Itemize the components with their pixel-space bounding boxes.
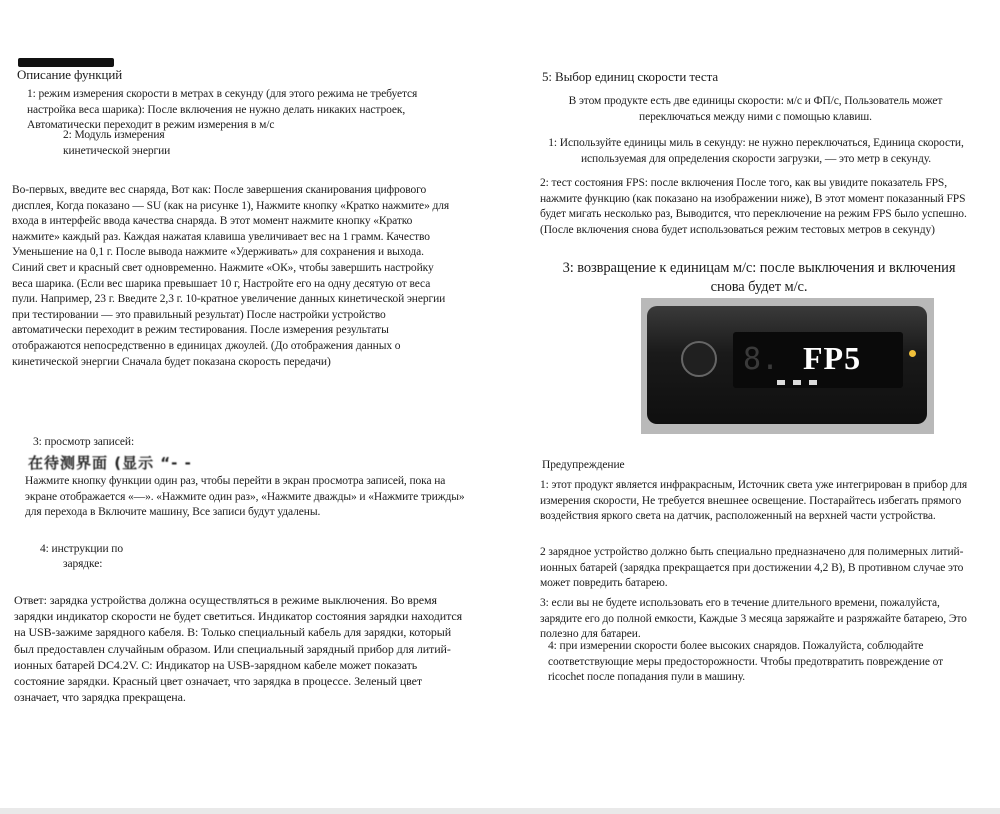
item-4-line1: 4: инструкции по xyxy=(40,543,123,555)
functions-title: Описание функций xyxy=(17,67,123,82)
device-fps-readout: FP5 xyxy=(803,340,862,376)
units-point-2: 2: тест состояния FPS: после включения После того, как вы увидите показатель FPS, нажмите функцию (как показано на изображении ниже), В этот момент показанный FPS будет мигать несколько раз, Выводится, что переключение на режим FPS было успешно. (После включения снова будет использоваться режим тестовых метров в секунду) xyxy=(540,177,967,236)
warning-3: 3: если вы не будете использовать его в течение длительного времени, пожалуйста, зарядите его до полной емкости, Каждые 3 месяца заряжайте и разряжайте батарею, Это полезно для батареи. xyxy=(540,597,967,641)
device-segment-digit: 8. xyxy=(743,342,780,377)
device-led-icon xyxy=(909,350,916,357)
item-4-line2: зарядке: xyxy=(63,558,103,570)
redaction-bar xyxy=(18,58,114,67)
device-body xyxy=(647,306,927,424)
warning-1: 1: этот продукт является инфракрасным, Источник света уже интегрирован в прибор для измерения скорости, Не требуется внешнее освещение. Постарайтесь избегать прямого воздействия яркого света на датчик, расположенный на верхней части устройства. xyxy=(540,479,968,523)
page-bottom-edge xyxy=(0,808,1000,814)
item-3-title: 3: просмотр записей: xyxy=(33,436,135,448)
device-photo xyxy=(641,298,934,434)
item-2-line2: кинетической энергии xyxy=(63,145,171,157)
device-indicator-dots xyxy=(777,372,837,378)
units-point-3-line1: 3: возвращение к единицам м/с: после выключения и включения xyxy=(562,260,956,276)
units-intro: В этом продукте есть две единицы скорости: м/с и ФП/с, Пользователь может переключаться между ними с помощью клавиш. xyxy=(568,95,943,123)
warning-4: 4: при измерении скорости более высоких снарядов. Пожалуйста, соблюдайте соответствующие меры предосторожности. Чтобы предотвратить повреждение от ricochet после попадания пули в машину. xyxy=(548,640,944,684)
warning-title: Предупреждение xyxy=(542,459,625,471)
item-2-line1: 2: Модуль измерения xyxy=(63,129,165,141)
device-function-button-icon xyxy=(681,341,717,377)
device-screen xyxy=(733,332,903,388)
charging-paragraph: Ответ: зарядка устройства должна осуществляться в режиме выключения. Во время зарядки индикатор скорости не будет светиться. Индикатор состояния зарядки находится на USB-зажиме зарядного кабеля. B: Только специальный кабель для зарядки, который был предоставлен случайным образом. Или специальный зарядный прибор для литий-ионных батарей DC4.2V. C: Индикатор на USB-зарядном кабеле может показать состояние зарядки. Красный цвет означает, что зарядка в процессе. Зеленый цвет означает, что зарядка прекращена. xyxy=(14,593,463,705)
units-title: 5: Выбор единиц скорости теста xyxy=(542,69,718,84)
kinetic-energy-paragraph: Во-первых, введите вес снаряда, Вот как: После завершения сканирования цифрового дисплея, Когда показано — SU (как на рисунке 1), Нажмите кнопку «Кратко нажмите» для входа в интерфейс ввода качества снаряда. В этот момент нажмите кнопку «Кратко нажмите» каждый раз. Каждая нажатая клавиша увеличивает вес на 1 грамм. Качество Уменьшение на 0,1 г. После вывода нажмите «Удерживать» для сохранения и выхода. Синий свет и красный свет одновременно. Нажмите «ОК», чтобы завершить настройку веса шарика. (Если вес шарика превышает 10 г, Настройте его на одну десятую от веса пули. Например, 23 г. Введите 2,3 г. 10-кратное увеличение данных кинетической энергии при тестировании — это правильный результат) После настройки устройство автоматически переходит в режим тестирования. После измерения результаты отображаются непосредственно в единицах джоулей. (До отображения данных о кинетической энергии Сначала будет показана скорость передачи) xyxy=(12,184,450,368)
warning-2: 2 зарядное устройство должно быть специально предназначено для полимерных литий-ионных батарей (зарядка прекращается при достижении 4,2 В), В противном случае это может повредить батарею. xyxy=(540,546,964,590)
records-paragraph: Нажмите кнопку функции один раз, чтобы перейти в экран просмотра записей, пока на экране отображается «—». «Нажмите один раз», «Нажмите дважды» и «Нажмите трижды» для перехода в Включите машину, Все записи будут удалены. xyxy=(25,475,465,519)
item-1-text: 1: режим измерения скорости в метрах в секунду (для этого режима не требуется настройка веса шарика): После включения не нужно делать никаких настроек, Автоматически переходит в режим измерения в м/с xyxy=(27,88,418,132)
chinese-smudged-text: 在待测界面 (显示 “- - xyxy=(28,454,192,472)
units-point-3-line2: снова будет м/с. xyxy=(710,279,808,295)
units-point-1: 1: Используйте единицы миль в секунду: не нужно переключаться, Единица скорости, используемая для определения скорости загрузки, — это метр в секунду. xyxy=(548,137,964,165)
